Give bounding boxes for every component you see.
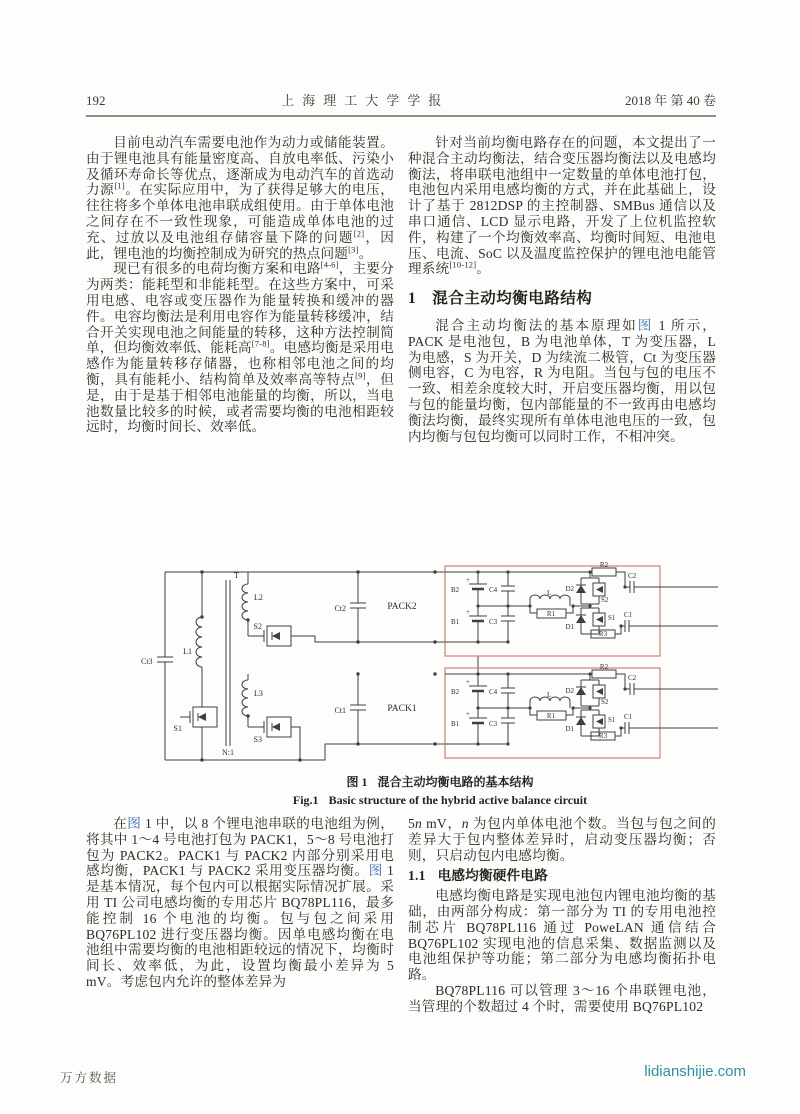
label-d1: D1	[565, 725, 574, 733]
text-run: ，主要分为两类：能耗型和非能耗型。在这些方案中，可采用电感、电容或变压器作为能量转换和缓冲的器件。电容均衡法是利用电容作为能量转移缓冲，结合开关实现电池之间能量的转移，这种方法控制简单，但均衡效率低、能耗高	[86, 261, 394, 356]
text-run: 。电感均衡是采用电感作为能量转移存储器，也称相邻电池之间的均衡，具有能耗小、结构简单及效率高等特点	[86, 340, 394, 387]
text-run: n	[415, 816, 422, 831]
label-l: L	[547, 589, 552, 597]
label-b1: B1	[451, 720, 460, 728]
paragraph-intro-2	[86, 261, 394, 435]
label-s1: S1	[173, 724, 182, 733]
label-b2: B2	[451, 688, 460, 696]
label-s2: S2	[253, 622, 262, 631]
label-ct2: Ct2	[334, 604, 346, 613]
right-column-top	[408, 135, 716, 550]
header-rule	[86, 115, 716, 117]
paragraph-intro-1	[86, 135, 394, 261]
label-pack2: PACK2	[387, 602, 417, 612]
text-run: 目前电动汽车需要电池作为动力或储能装置。由于锂电池具有能量密度高、自放电率低、污染小及循环寿命长等优点，逐渐成为电动汽车的首选动力源	[86, 135, 394, 198]
paragraph-hardware-2	[408, 983, 716, 1015]
label-c1: C1	[624, 713, 633, 721]
text-run: BQ78PL116 可以管理 3～16 个串联锂电池，当管理的个数超过 4 个时，需要使用 BQ76PL102	[408, 982, 716, 1014]
label-r2: R2	[599, 663, 609, 671]
junction-dots	[200, 570, 436, 761]
text-run: n	[461, 816, 469, 831]
journal-title: 上海理工大学学报	[281, 93, 450, 108]
page-number: 192	[86, 93, 106, 108]
label-r3: R3	[598, 732, 608, 740]
label-pack1: PACK1	[387, 704, 417, 714]
label-c1: C1	[624, 611, 633, 619]
pack2-internal-circuit	[445, 561, 718, 656]
text-run: 电感均衡电路是实现电池包内锂电池均衡的基础，由两部分构成：第一部分为 TI 的专用电池控制芯片 BQ78PL116 通过 PoweLAN 通信结合 BQ76PL102 实现电池的信息采集、数据监测以及电池组保护等功能；第二部分为电感均衡拓扑电路。	[408, 888, 716, 983]
text-run: [4-6]	[320, 259, 339, 270]
paragraph-intro-3	[408, 135, 716, 277]
label-c2: C2	[628, 572, 637, 580]
figure-circuit-diagram	[140, 556, 740, 768]
label-s3: S3	[253, 735, 262, 744]
label-r2: R2	[599, 561, 609, 569]
text-run: 1 是基本情况，每个包内可以根据实际情况扩展。采用 TI 公司电感均衡的专用芯片 BQ78PL116，最多能控制 16 个电池的均衡。包与包之间采用 BQ76PL102 进行变压器均衡。因单电感均衡在电池组中需要均衡的电池相距较远的情况下，均衡时间长、效率低，为此，设置均衡最小差异为 5 mV。考虑包内允许的整体差异为	[86, 863, 394, 989]
section-1-1-number: 1.1	[408, 868, 426, 884]
page-header	[86, 90, 716, 109]
figure-ref-link[interactable]: 图	[127, 816, 142, 831]
text-run: 1 中，以 8 个锂电池串联的电池组为例，将其中 1～4 号电池打包为 PACK1，5～8 号电池打包为 PACK2。PACK1 与 PACK2 内部分别采用电感均衡，PACK1 与 PACK2 采用变压器均衡。	[86, 816, 395, 879]
plus-sign: +	[466, 576, 470, 584]
right-column-bottom	[408, 816, 716, 1078]
text-run: 。	[358, 245, 373, 261]
label-ct1: Ct1	[334, 706, 346, 715]
label-d1: D1	[565, 623, 574, 631]
label-r1: R1	[546, 610, 556, 618]
label-l1: L1	[183, 647, 192, 656]
text-run: 。在实际应用中，为了获得足够大的电压，往往将多个单体电池串联成组使用。由于单体电池之间存在不一致性现象，可能造成单体电池的过充、过放以及电池组存储容量下降的问题	[86, 182, 394, 245]
wanfang-watermark: 万方数据	[60, 1071, 119, 1085]
text-run: [2]	[353, 228, 365, 239]
text-run: [9]	[355, 370, 366, 381]
text-run: mV，	[422, 816, 462, 831]
label-d2: D2	[565, 585, 574, 593]
paragraph-section1	[408, 318, 716, 444]
label-b2: B2	[451, 586, 460, 594]
text-run: 为包内单体电池个数。当包与包之间的差异大于包内整体差异时，启动变压器均衡；否则，只启动包内电感均衡。	[408, 816, 716, 863]
label-d2: D2	[565, 687, 574, 695]
text-run: ，但是，由于是基于相邻电池能量的均衡，所以，当电池数量比较多的时候，或者需要均衡的电池相距较远时，均衡时间长、效率低。	[86, 371, 394, 435]
figure-caption-cn-text: 混合主动均衡电路的基本结构	[377, 775, 534, 789]
figure-ref-link[interactable]: 图	[637, 317, 654, 333]
label-s1-inner: S1	[608, 614, 616, 622]
label-r3: R3	[598, 630, 608, 638]
plus-sign: +	[466, 608, 470, 616]
paragraph-hardware-1	[408, 888, 716, 983]
label-c3: C3	[489, 618, 498, 626]
text-run: ，因此，锂电池的均衡控制成为研究的热点问题	[86, 229, 394, 261]
section-1-heading	[408, 291, 716, 307]
primary-side-circuit	[141, 570, 478, 761]
label-c3: C3	[489, 720, 498, 728]
text-run: 针对当前均衡电路存在的问题，本文提出了一种混合主动均衡法，结合变压器均衡法以及电感均衡法，将串联电池组中一定数量的单体电池打包，电池包内采用电感均衡的方式，并在此基础上，设计了基于 2812DSP 的主控制器、SMBus 通信以及串口通信、LCD 显示电路，开发了上位机监控软件，构建了一个均衡效率高、均衡时间短、电池电压、电流、SoC 以及温度监控保护的锂电池电能管理系统	[408, 135, 716, 277]
text-run: 。	[476, 261, 491, 277]
label-l: L	[547, 691, 552, 699]
label-c2: C2	[628, 674, 637, 682]
plus-sign: +	[466, 710, 470, 718]
figure-caption-en	[140, 793, 740, 808]
text-run: [10-12]	[449, 259, 477, 270]
bottom-text-section	[86, 816, 716, 1078]
label-c4: C4	[489, 688, 498, 696]
label-s2-inner: S2	[601, 698, 609, 706]
section-1-title: 混合主动均衡电路结构	[432, 290, 593, 308]
text-run: [3]	[348, 244, 359, 255]
figure-caption-cn-label: 图 1	[346, 775, 368, 789]
top-text-section	[86, 135, 716, 550]
plus-sign: +	[466, 678, 470, 686]
pack1-internal-circuit	[445, 663, 718, 758]
paragraph-continued	[408, 816, 716, 863]
label-c4: C4	[489, 586, 498, 594]
text-run: [7-8]	[251, 338, 270, 349]
text-run: 5	[408, 816, 415, 831]
label-b1: B1	[451, 618, 460, 626]
section-1-number: 1	[408, 290, 417, 308]
label-ct3: Ct3	[141, 657, 153, 666]
figure-1	[140, 556, 740, 808]
text-run: 在	[113, 816, 128, 831]
text-run: 现已有很多的电荷均衡方案和电路	[113, 261, 321, 277]
figure-ref-link[interactable]: 图	[368, 863, 383, 879]
figure-caption-en-text: Basic structure of the hybrid active balance circuit	[328, 793, 588, 807]
paragraph-example	[86, 816, 394, 990]
section-1-1-heading	[408, 868, 716, 884]
site-url-watermark: lidianshijie.com	[644, 1063, 746, 1080]
label-l3: L3	[254, 689, 263, 698]
left-column-bottom	[86, 816, 394, 1078]
label-transformer: T	[234, 571, 239, 580]
text-run: [1]	[114, 180, 125, 191]
text-run: 1 所示，PACK 是电池包，B 为电池单体，T 为变压器，L 为电感，S 为开关，D 为续流二极管，Ct 为变压器侧电容，C 为电容，R 为电阻。当包与包的电压不一致、相差余度较大时，开启变压器均衡，用以包与包的能量均衡，包内部能量的不一致再由电感均衡法均衡，最终实现所有单体电池电压的一致，包内均衡与包包均衡可以同时工作，不相冲突。	[408, 317, 716, 444]
label-s1-inner: S1	[608, 716, 616, 724]
left-column-top	[86, 135, 394, 550]
section-1-1-title: 电感均衡硬件电路	[437, 868, 548, 884]
label-r1: R1	[546, 712, 556, 720]
figure-caption-en-label: Fig.1	[292, 793, 319, 807]
label-l2: L2	[254, 593, 263, 602]
figure-caption-cn	[140, 773, 740, 790]
text-run: 混合主动均衡法的基本原理如	[435, 317, 638, 333]
label-s2-inner: S2	[601, 596, 609, 604]
label-turns-ratio: N:1	[222, 748, 234, 757]
issue-info: 2018 年 第 40 卷	[624, 93, 716, 108]
figure-caption	[140, 773, 740, 808]
